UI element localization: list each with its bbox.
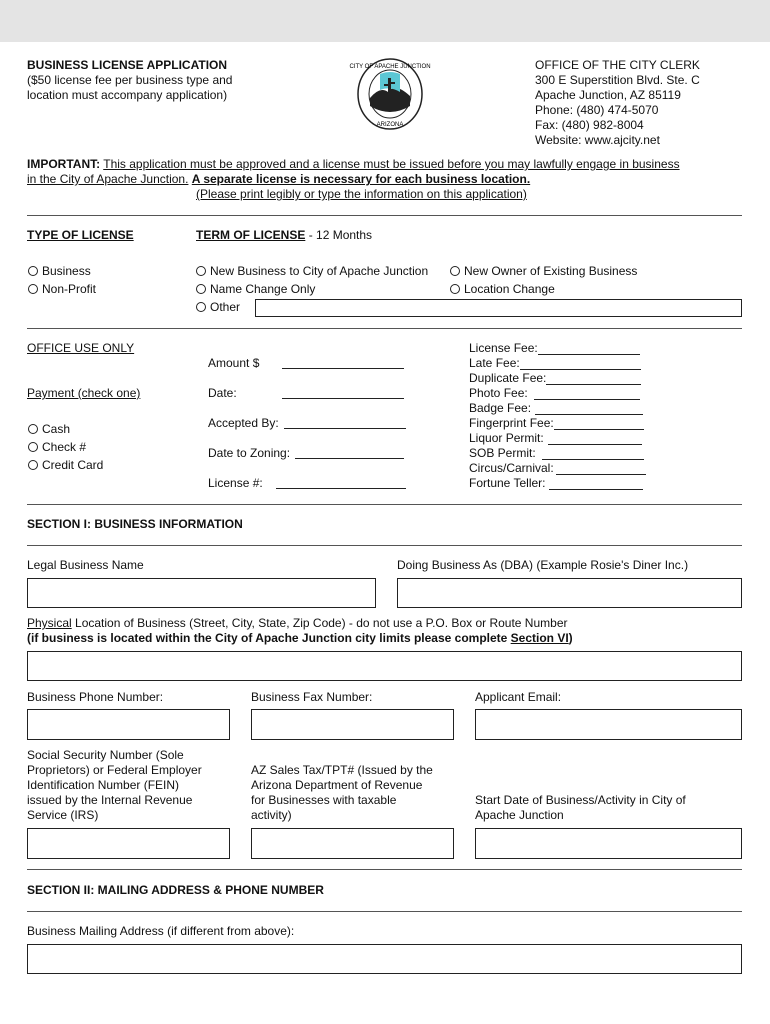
radio-circle[interactable] xyxy=(28,460,38,470)
amount-blank[interactable] xyxy=(282,356,404,369)
ssn-label-line: Identification Number (FEIN) xyxy=(27,778,180,792)
tax-input[interactable] xyxy=(251,828,454,859)
fee-blank[interactable] xyxy=(556,462,646,475)
tax-label-line: Arizona Department of Revenue xyxy=(251,778,423,792)
fee-label: Badge Fee: xyxy=(469,401,532,415)
important-line1 xyxy=(27,157,680,171)
ssn-label-line: Service (IRS) xyxy=(27,808,99,822)
fee-blank[interactable] xyxy=(548,432,642,445)
important-text: This application must be approved and a license must be issued before you may lawfully engage in business xyxy=(103,157,680,171)
fee-blank[interactable] xyxy=(520,357,641,370)
payment-heading: Payment (check one) xyxy=(27,386,141,400)
important-line2 xyxy=(27,172,530,186)
fee-badge xyxy=(469,401,643,415)
location-label-physical: Physical xyxy=(27,616,72,630)
fee-fingerprint xyxy=(469,416,644,430)
section-vi-link[interactable]: Section VI xyxy=(510,631,569,645)
legal-name-input[interactable] xyxy=(27,578,376,608)
radio-label: Cash xyxy=(42,422,71,436)
email-input[interactable] xyxy=(475,709,742,740)
term-of-license-heading: TERM OF LICENSE xyxy=(196,228,306,242)
office-website: Website: www.ajcity.net xyxy=(535,133,660,147)
fee-fortune-teller xyxy=(469,476,643,490)
radio-check[interactable] xyxy=(28,440,86,454)
radio-cash[interactable] xyxy=(28,422,70,436)
mailing-input[interactable] xyxy=(27,944,742,974)
accepted-by-blank[interactable] xyxy=(284,416,406,429)
fee-label: Fortune Teller: xyxy=(469,476,546,490)
tax-label-line: AZ Sales Tax/TPT# (Issued by the xyxy=(251,763,433,777)
radio-circle[interactable] xyxy=(196,266,206,276)
fee-blank[interactable] xyxy=(535,402,643,415)
radio-label: Name Change Only xyxy=(210,282,316,296)
dba-label: Doing Business As (DBA) (Example Rosie's Diner Inc.) xyxy=(397,558,689,572)
section2-heading: SECTION II: MAILING ADDRESS & PHONE NUMBER xyxy=(27,883,324,897)
fee-blank[interactable] xyxy=(554,417,644,430)
ssn-label xyxy=(27,748,202,823)
fax-label: Business Fax Number: xyxy=(251,690,373,704)
fee-blank[interactable] xyxy=(534,387,640,400)
amount-label: Amount $ xyxy=(208,356,260,370)
fee-label: License Fee: xyxy=(469,341,538,355)
fee-blank[interactable] xyxy=(549,477,643,490)
fee-note-line2: location must accompany application) xyxy=(27,88,228,102)
fee-circus xyxy=(469,461,646,475)
ssn-label-line: Social Security Number (Sole xyxy=(27,748,184,762)
location-label xyxy=(27,616,567,630)
radio-circle[interactable] xyxy=(196,302,206,312)
city-seal-logo xyxy=(349,56,431,132)
radio-circle[interactable] xyxy=(450,266,460,276)
term-of-license xyxy=(196,228,372,242)
radio-label: New Business to City of Apache Junction xyxy=(210,264,429,278)
fee-blank[interactable] xyxy=(538,342,640,355)
start-date-input[interactable] xyxy=(475,828,742,859)
email-label: Applicant Email: xyxy=(475,690,562,704)
divider xyxy=(27,215,742,216)
fee-label: SOB Permit: xyxy=(469,446,536,460)
tax-label-line: activity) xyxy=(251,808,292,822)
section1-heading: SECTION I: BUSINESS INFORMATION xyxy=(27,517,243,531)
office-address2: Apache Junction, AZ 85119 xyxy=(535,88,681,102)
radio-name-change[interactable] xyxy=(196,282,315,296)
fee-photo xyxy=(469,386,640,400)
legal-name-label: Legal Business Name xyxy=(27,558,144,572)
divider xyxy=(27,869,742,870)
fee-label: Duplicate Fee: xyxy=(469,371,547,385)
start-date-label-line: Start Date of Business/Activity in City of xyxy=(475,793,686,807)
fee-blank[interactable] xyxy=(542,447,644,460)
seal-bottom-text: ARIZONA xyxy=(376,122,404,128)
important-label: IMPORTANT: xyxy=(27,157,101,171)
top-gray-band xyxy=(0,0,770,42)
important-print-note: (Please print legibly or type the information on this application) xyxy=(196,187,527,201)
ssn-label-line: Proprietors) or Federal Employer xyxy=(27,763,202,777)
fee-label: Late Fee: xyxy=(469,356,520,370)
location-note-text: (if business is located within the City of Apache Junction city limits please complete xyxy=(27,631,511,645)
radio-other[interactable] xyxy=(196,300,240,314)
fee-blank[interactable] xyxy=(546,372,641,385)
radio-new-owner[interactable] xyxy=(450,264,637,278)
fee-label: Circus/Carnival: xyxy=(469,461,554,475)
radio-non-profit[interactable] xyxy=(28,282,96,296)
radio-label: Credit Card xyxy=(42,458,104,472)
license-number-blank[interactable] xyxy=(276,476,406,489)
phone-label: Business Phone Number: xyxy=(27,690,164,704)
fee-label: Fingerprint Fee: xyxy=(469,416,554,430)
office-name: OFFICE OF THE CITY CLERK xyxy=(535,58,700,72)
radio-circle[interactable] xyxy=(196,284,206,294)
radio-location-change[interactable] xyxy=(450,282,555,296)
location-note xyxy=(27,631,573,645)
start-date-label-line: Apache Junction xyxy=(475,808,564,822)
location-label-rest: Location of Business (Street, City, State, Zip Code) - do not use a P.O. Box or Route Number xyxy=(71,616,568,630)
radio-circle[interactable] xyxy=(28,442,38,452)
tax-label-line: for Businesses with taxable xyxy=(251,793,397,807)
license-number-label: License #: xyxy=(208,476,263,490)
radio-label: New Owner of Existing Business xyxy=(464,264,638,278)
office-use-heading: OFFICE USE ONLY xyxy=(27,341,135,355)
divider xyxy=(27,328,742,329)
divider xyxy=(27,911,742,912)
office-phone: Phone: (480) 474-5070 xyxy=(535,103,659,117)
fee-note-line1: ($50 license fee per business type and xyxy=(27,73,233,87)
radio-circle[interactable] xyxy=(28,266,38,276)
radio-circle[interactable] xyxy=(28,284,38,294)
fee-liquor xyxy=(469,431,642,445)
start-date-label xyxy=(475,793,686,823)
radio-label: Check # xyxy=(42,440,87,454)
form-title: BUSINESS LICENSE APPLICATION xyxy=(27,58,228,72)
fee-license xyxy=(469,341,640,355)
office-address1: 300 E Superstition Blvd. Ste. C xyxy=(535,73,700,87)
radio-label: Non-Profit xyxy=(42,282,97,296)
fee-duplicate xyxy=(469,371,641,385)
office-fax: Fax: (480) 982-8004 xyxy=(535,118,644,132)
radio-business[interactable] xyxy=(28,264,91,278)
date-to-zoning-label: Date to Zoning: xyxy=(208,446,291,460)
phone-input[interactable] xyxy=(27,709,230,740)
date-label: Date: xyxy=(208,386,237,400)
date-to-zoning-blank[interactable] xyxy=(295,446,404,459)
tax-label xyxy=(251,763,433,823)
location-note-close: ) xyxy=(568,631,573,645)
important-line2-bold: A separate license is necessary for each business location. xyxy=(191,172,531,186)
divider xyxy=(27,504,742,505)
seal-top-text: CITY OF APACHE JUNCTION xyxy=(349,64,431,70)
other-input[interactable] xyxy=(255,299,742,317)
radio-circle[interactable] xyxy=(450,284,460,294)
dba-input[interactable] xyxy=(397,578,742,608)
radio-circle[interactable] xyxy=(28,424,38,434)
radio-label: Other xyxy=(210,300,241,314)
fee-label: Liquor Permit: xyxy=(469,431,544,445)
fee-late xyxy=(469,356,641,370)
fax-input[interactable] xyxy=(251,709,454,740)
divider xyxy=(27,545,742,546)
radio-label: Business xyxy=(42,264,91,278)
ssn-input[interactable] xyxy=(27,828,230,859)
important-line2-text: in the City of Apache Junction. xyxy=(27,172,189,186)
fee-sob xyxy=(469,446,644,460)
type-of-license-heading: TYPE OF LICENSE xyxy=(27,228,134,242)
term-value: - 12 Months xyxy=(308,228,373,242)
fee-label: Photo Fee: xyxy=(469,386,528,400)
date-blank[interactable] xyxy=(282,386,404,399)
radio-credit-card[interactable] xyxy=(28,458,103,472)
location-input[interactable] xyxy=(27,651,742,681)
accepted-by-label: Accepted By: xyxy=(208,416,279,430)
radio-new-business[interactable] xyxy=(196,264,428,278)
radio-label: Location Change xyxy=(464,282,555,296)
ssn-label-line: issued by the Internal Revenue xyxy=(27,793,193,807)
mailing-label: Business Mailing Address (if different from above): xyxy=(27,924,295,938)
